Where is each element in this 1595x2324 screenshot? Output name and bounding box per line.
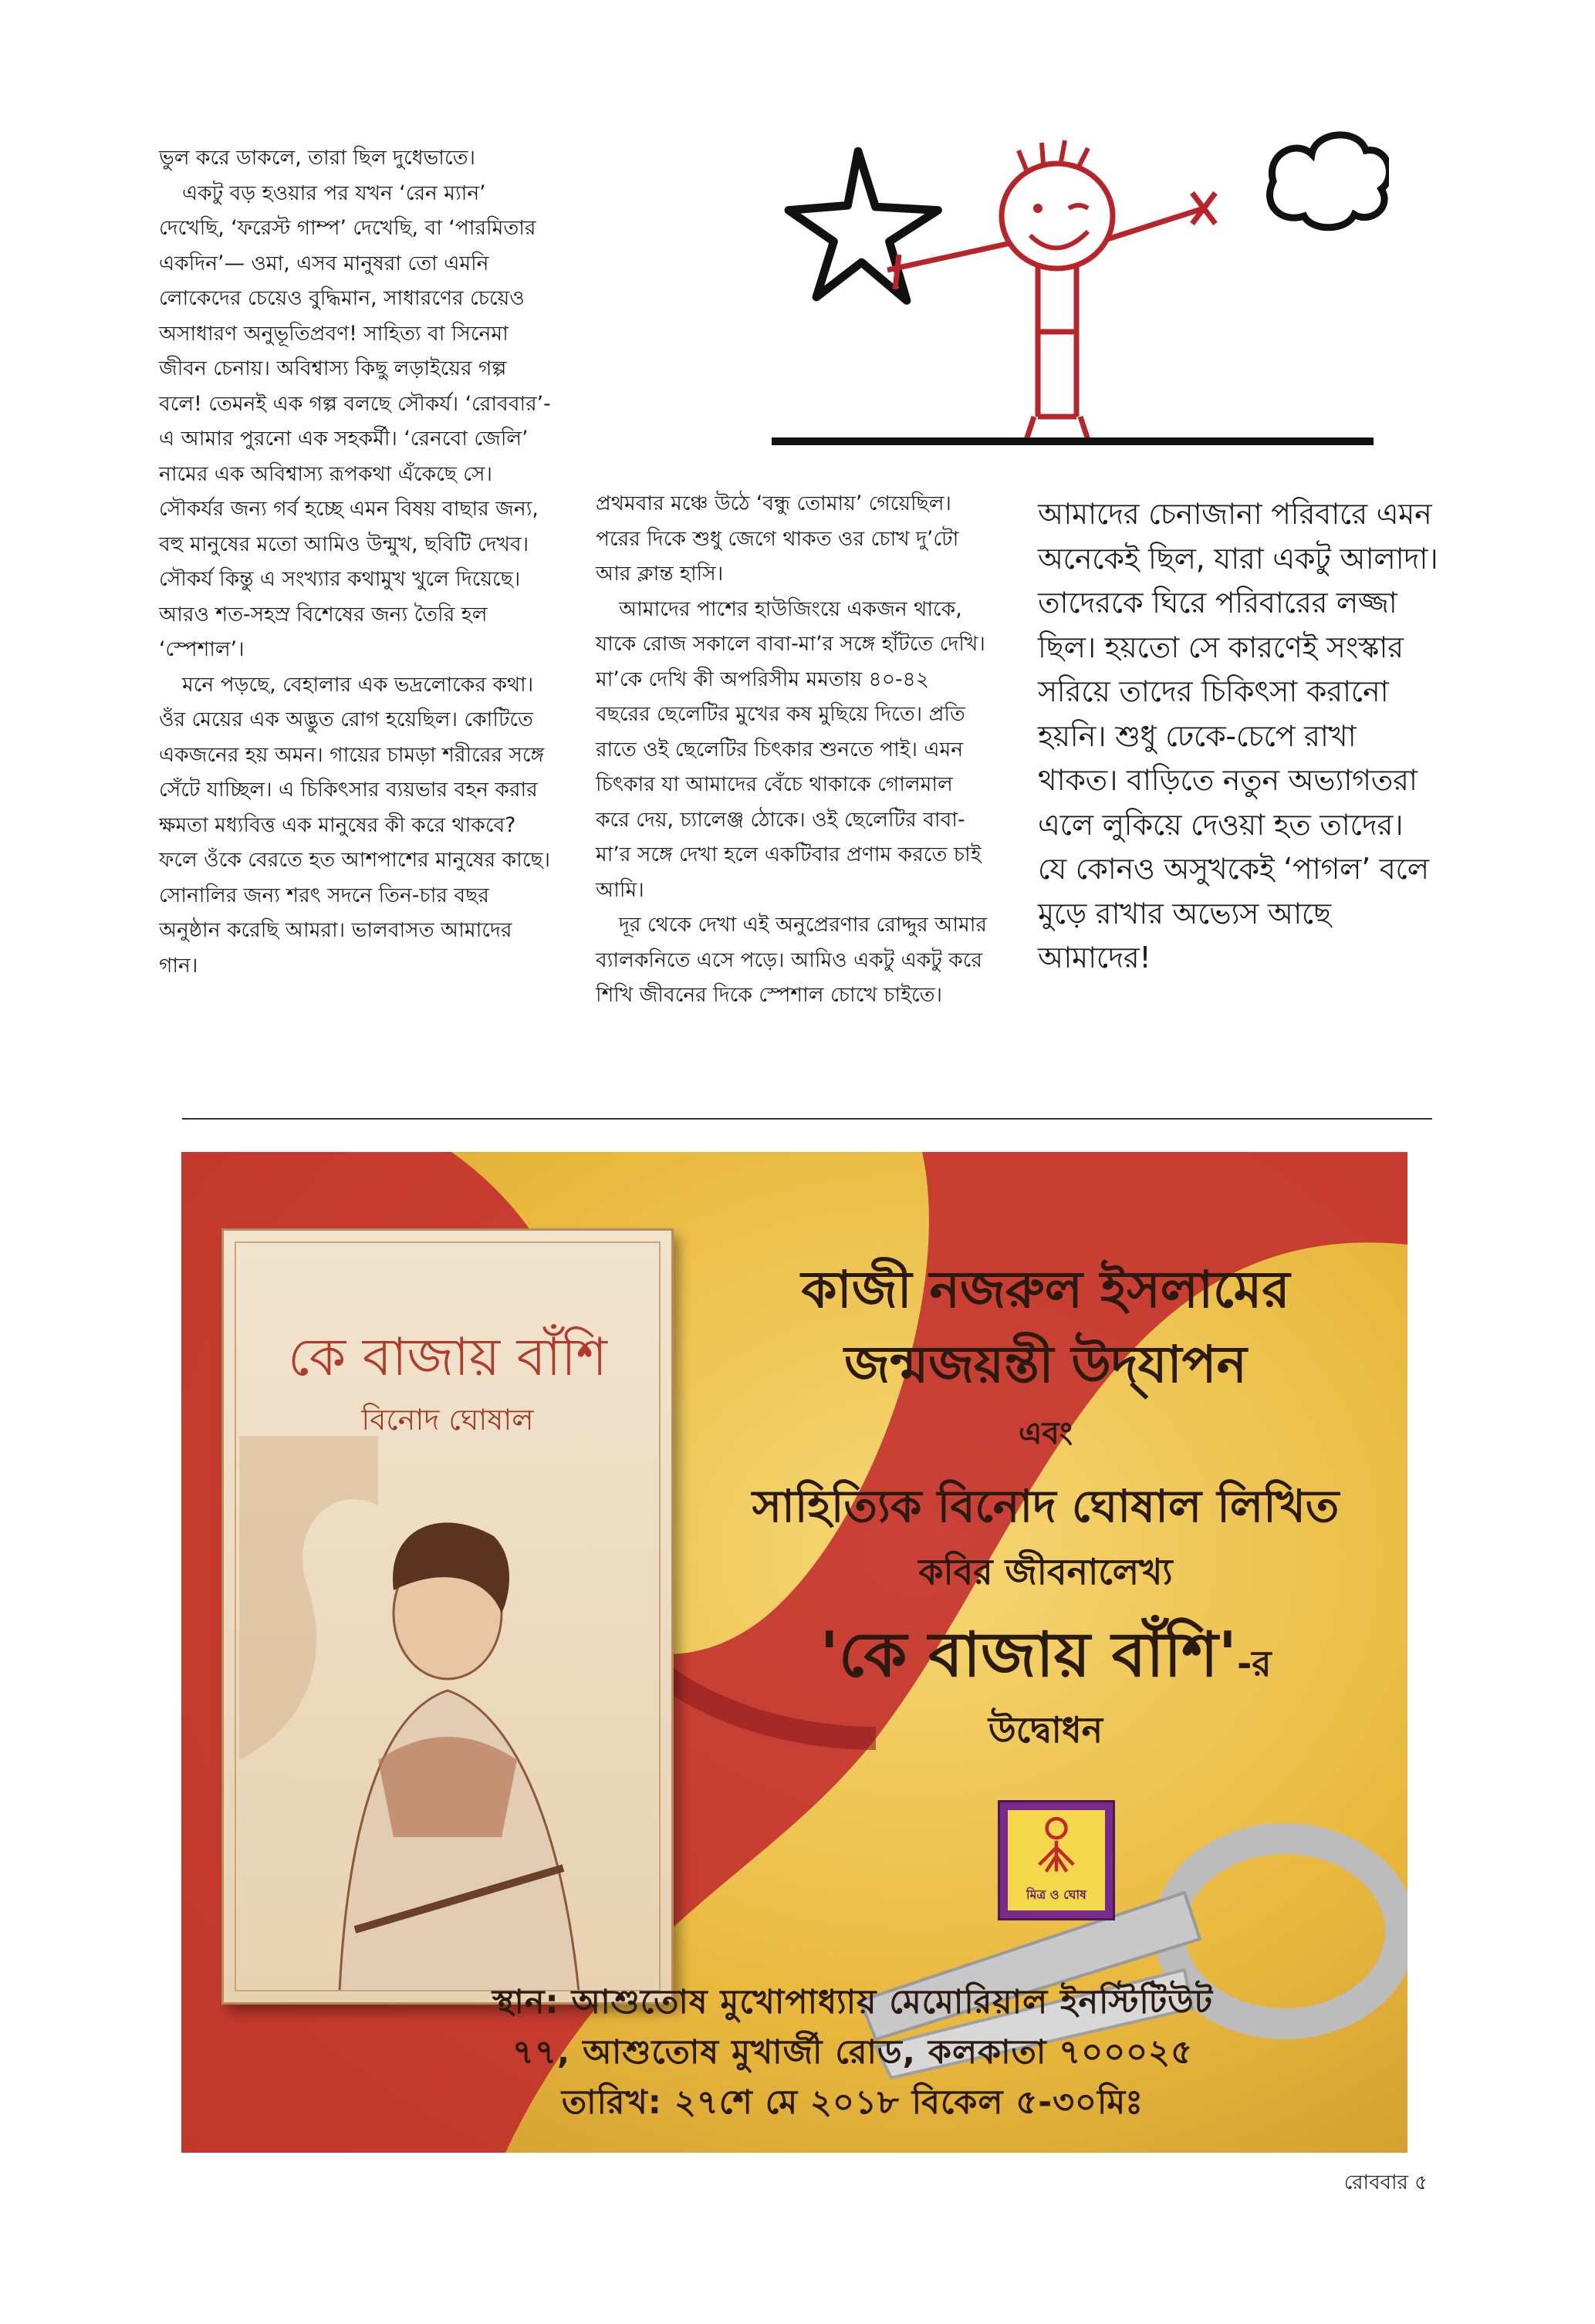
article-column-2 bbox=[596, 486, 988, 1013]
figure-legs bbox=[1026, 417, 1088, 440]
figure-eye bbox=[1033, 204, 1042, 213]
article-paragraph: মনে পড়ছে, বেহালার এক ভদ্রলোকের কথা। ওঁর মেয়ের এক অদ্ভুত রোগ হয়েছিল। কোটিতে একজনের হয় অমন। গায়ের চামড়া শরীরের সঙ্গে সেঁটে যাচ্ছিল। এ চিকিৎসার ব্যয়ভার বহন করার ক্ষমতা মধ্যবিত্ত এক মানুষের কী করে থাকবে? ফলে ওঁকে বেরতে হত আশপাশের মানুষের কাছে। সোনালির জন্য শরৎ সদনে তিন-চার বছর অনুষ্ঠান করেছি আমরা। ভালবাসত আমাদের গান। bbox=[159, 672, 551, 978]
article-paragraph: ভুল করে ডাকলে, তারা ছিল দুধেভাতে। bbox=[159, 146, 475, 170]
event-datetime: তারিখ: ২৭শে মে ২০১৮ বিকেল ৫-৩০মিঃ bbox=[561, 2083, 1144, 2122]
article-column-1 bbox=[159, 140, 551, 983]
article-paragraph: প্রথমবার মঞ্চে উঠে ‘বন্ধু তোমায়’ গেয়েছিল। পরের দিকে শুধু জেগে থাকত ওর চোখ দু’টো আর ক্লান্ত হাসি। bbox=[596, 491, 959, 586]
ad-book-title: 'কে বাজায় বাঁশি' bbox=[819, 1619, 1238, 1691]
ad-heading-line: উদ্বোধন bbox=[988, 1709, 1103, 1751]
pull-quote bbox=[1038, 492, 1439, 981]
tree-icon bbox=[1008, 1813, 1105, 1875]
ad-book-title-line bbox=[714, 1607, 1377, 1711]
book-cover bbox=[221, 1228, 674, 2005]
cloud-doodle bbox=[1270, 135, 1389, 228]
figure-smile bbox=[1030, 231, 1088, 248]
publisher-name: মিত্র ও ঘোষ bbox=[1026, 1887, 1086, 1902]
ad-heading-line: সাহিত্যিক বিনোদ ঘোষাল লিখিত bbox=[752, 1480, 1340, 1532]
book-cover-title: কে বাজায় বাঁশি bbox=[288, 1327, 607, 1388]
section-divider bbox=[182, 1118, 1432, 1120]
poet-portrait bbox=[236, 1436, 659, 1991]
figure-head bbox=[1002, 164, 1113, 269]
stick-figure-illustration bbox=[772, 108, 1389, 471]
ad-heading-line: কবির জীবনালেখ্য bbox=[918, 1551, 1173, 1593]
ad-heading-line: কাজী নজরুল ইসলামের bbox=[801, 1260, 1290, 1319]
book-cover-author: বিনোদ ঘোষাল bbox=[361, 1403, 534, 1437]
book-launch-advertisement bbox=[181, 1152, 1407, 2153]
figure-wink bbox=[1069, 205, 1088, 208]
page-folio: রোববার ৫ bbox=[1343, 2171, 1428, 2194]
star-doodle bbox=[789, 151, 938, 301]
article-paragraph: একটু বড় হওয়ার পর যখন ‘রেন ম্যান’ দেখেছি, ‘ফরেস্ট গাম্প’ দেখেছি, বা ‘পারমিতার একদিন’— ওমা, এসব মানুষরা তো এমনি লোকেদের চেয়েও বুদ্ধিমান, সাধারণের চেয়েও অসাধারণ অনুভূতিপ্রবণ! সাহিত্য বা সিনেমা জীবন চেনায়। অবিশ্বাস্য কিছু লড়াইয়ের গল্প বলে! তেমনই এক গল্প বলছে সৌকর্য। ‘রোববার’-এ আমার পুরনো এক সহকর্মী। ‘রেনবো জেলি’ নামের এক অবিশ্বাস্য রূপকথা এঁকেছে সে। সৌকর্যর জন্য গর্ব হচ্ছে এমন বিষয় বাছার জন্য, বহু মানুষের মতো আমিও উন্মুখ, ছবিটি দেখব। সৌকর্য কিন্তু এ সংখ্যার কথামুখ খুলে দিয়েছে। আরও শত-সহস্র বিশেষের জন্য তৈরি হল ‘স্পেশাল’। bbox=[159, 181, 551, 661]
figure-arm-right bbox=[1107, 208, 1204, 239]
ad-heading-line: জন্মজয়ন্তী উদ্‌যাপন bbox=[844, 1335, 1247, 1394]
article-paragraph: দূর থেকে দেখা এই অনুপ্রেরণার রোদ্দুর আমার ব্যালকনিতে এসে পড়ে। আমিও একটু একটু করে শিখি জীবনের দিকে স্পেশাল চোখে চাইতে। bbox=[596, 913, 987, 1007]
figure-hand-left bbox=[895, 255, 899, 289]
pull-quote-text: আমাদের চেনাজানা পরিবারে এমন অনেকেই ছিল, যারা একটু আলাদা। তাদেরকে ঘিরে পরিবারের লজ্জা ছিল। হয়তো সে কারণেই সংস্কার সরিয়ে তাদের চিকিৎসা করানো হয়নি। শুধু ঢেকে-চেপে রাখা থাকত। বাড়িতে নতুন অভ্যাগতরা এলে লুকিয়ে দেওয়া হত তাদের। যে কোনও অসুখকেই ‘পাগল’ বলে মুড়ে রাখার অভ্যেস আছে আমাদের! bbox=[1038, 497, 1438, 975]
ad-book-title-suffix: -র bbox=[1237, 1643, 1272, 1684]
article-paragraph: আমাদের পাশের হাউজিংয়ে একজন থাকে, যাকে রোজ সকালে বাবা-মা’র সঙ্গে হাঁটতে দেখি। মা’কে দেখি কী অপরিসীম মমতায় ৪০-৪২ বছরের ছেলেটির মুখের কষ মুছিয়ে দিতে। প্রতি রাতে ওই ছেলেটির চিৎকার শুনতে পাই। এমন চিৎকার যা আমাদের বেঁচে থাকাকে গোলমাল করে দেয়, চ্যালেঞ্জ ঠোকে। ওই ছেলেটির বাবা-মা’র সঙ্গে দেখা হলে একটিবার প্রণাম করতে চাই আমি। bbox=[596, 596, 985, 902]
figure-arm-left bbox=[887, 243, 1011, 270]
ad-heading-line: এবং bbox=[1019, 1416, 1073, 1451]
publisher-logo bbox=[998, 1800, 1115, 1920]
event-venue: স্থান: আশুতোষ মুখোপাধ্যায় মেমোরিয়াল ইনস্টিটিউট bbox=[492, 1983, 1214, 2022]
event-address: ৭৭, আশুতোষ মুখার্জী রোড, কলকাতা ৭০০০২৫ bbox=[512, 2033, 1193, 2072]
figure-body bbox=[1038, 266, 1076, 417]
